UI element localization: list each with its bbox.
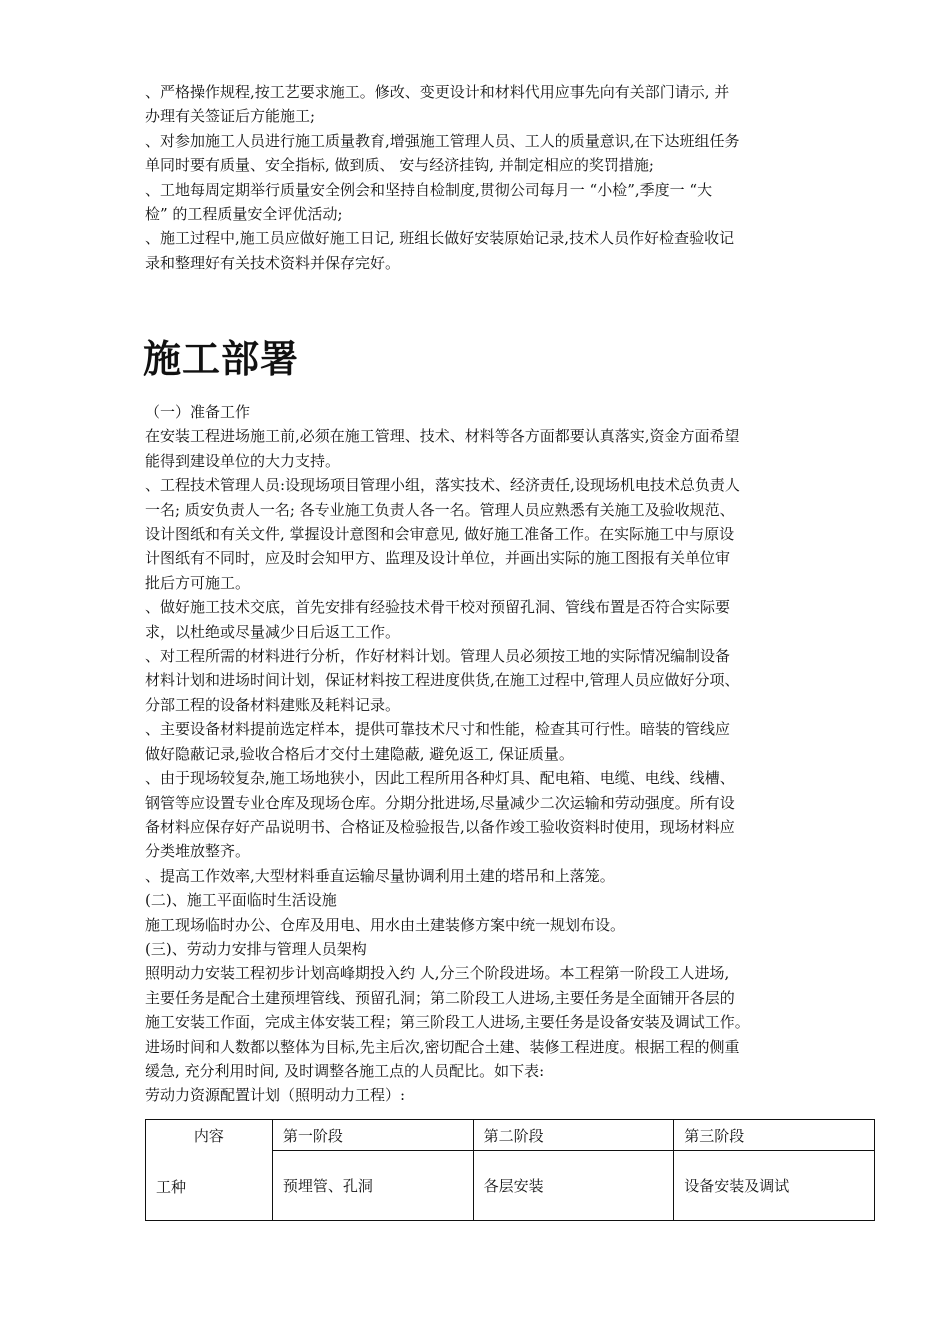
body-paragraph xyxy=(145,595,810,644)
body-line: 钢管等应设置专业仓库及现场仓库。分期分批进场,尽量减少二次运输和劳动强度。所有设 xyxy=(145,793,735,812)
body-line: 进场时间和人数都以整体为目标,先主后次,密切配合土建、装修工程进度。根据工程的侧重 xyxy=(145,1037,740,1056)
body-line: 备材料应保存好产品说明书、合格证及检验报告,以备作竣工验收资料时使用，现场材料应 xyxy=(145,817,735,836)
table-header-stage3: 第三阶段 xyxy=(674,1120,875,1151)
body-paragraph xyxy=(145,766,810,864)
top-line: 录和整理好有关技术资料并保存完好。 xyxy=(145,253,401,272)
section-title: 施工部署 xyxy=(143,336,300,381)
labor-resource-table xyxy=(145,1119,875,1221)
top-paragraph xyxy=(145,129,815,178)
body-paragraph xyxy=(145,888,810,912)
table-cell-stage3: 设备安装及调试 xyxy=(674,1151,875,1221)
body-line: 施工安装工作面，完成主体安装工程；第三阶段工人进场,主要任务是设备安装及调试工作。 xyxy=(145,1013,750,1032)
body-paragraph xyxy=(145,1083,810,1107)
table-cell-stage1: 预埋管、孔洞 xyxy=(272,1151,473,1221)
body-line: 主要任务是配合土建预埋管线、预留孔洞；第二阶段工人进场,主要任务是全面铺开各层的 xyxy=(145,988,735,1007)
body-line: 、主要设备材料提前选定样本，提供可靠技术尺寸和性能，检查其可行性。暗装的管线应 xyxy=(145,720,731,739)
top-line: 、严格操作规程,按工艺要求施工。修改、变更设计和材料代用应事先向有关部门请示, 并 xyxy=(145,83,730,101)
body-line: 一名; 质安负责人一名; 各专业施工负责人各一名。管理人员应熟悉有关施工及验收规范、 xyxy=(145,500,735,519)
body-line: (三)、劳动力安排与管理人员架构 xyxy=(145,939,367,958)
body-paragraph xyxy=(145,400,810,424)
body-line: 、由于现场较复杂,施工场地狭小，因此工程所用各种灯具、配电箱、电缆、电线、线槽、 xyxy=(145,769,735,788)
body-line: 分部工程的设备材料建账及耗料记录。 xyxy=(145,695,401,714)
body-line: 、做好施工技术交底，首先安排有经验技术骨干校对预留孔洞、管线布置是否符合实际要 xyxy=(145,598,731,617)
body-paragraph xyxy=(145,473,810,595)
table-header-stage2: 第二阶段 xyxy=(473,1120,674,1151)
body-line: 在安装工程进场施工前,必须在施工管理、技术、材料等各方面都要认真落实,资金方面希望 xyxy=(145,427,740,446)
body-line: 、工程技术管理人员:设现场项目管理小组，落实技术、经济责任,设现场机电技术总负责人 xyxy=(145,476,740,495)
body-line: 能得到建设单位的大力支持。 xyxy=(145,451,341,470)
body-paragraph xyxy=(145,424,810,473)
top-line: 、对参加施工人员进行施工质量教育,增强施工管理人员、工人的质量意识,在下达班组任务 xyxy=(145,131,740,150)
body-line: 材料计划和进场时间计划，保证材料按工程进度供货,在施工过程中,管理人员应做好分项、 xyxy=(145,671,740,690)
body-paragraph xyxy=(145,644,810,717)
body-line: 缓急, 充分利用时间, 及时调整各施工点的人员配比。如下表: xyxy=(145,1061,545,1080)
body-line: 、对工程所需的材料进行分析，作好材料计划。管理人员必须按工地的实际情况编制设备 xyxy=(145,647,731,666)
table-header-stage1: 第一阶段 xyxy=(272,1120,473,1151)
body-line: 施工现场临时办公、仓库及用电、用水由土建装修方案中统一规划布设。 xyxy=(145,915,626,934)
table-header-row xyxy=(146,1120,875,1151)
body-line: 求，以杜绝或尽量减少日后返工工作。 xyxy=(145,622,401,641)
body-line: 分类堆放整齐。 xyxy=(145,842,251,861)
top-line: 、施工过程中,施工员应做好施工日记, 班组长做好安装原始记录,技术人员作好检查验收记 xyxy=(145,229,735,248)
body-paragraph xyxy=(145,864,810,888)
top-line: 单同时要有质量、安全指标, 做到质、 安与经济挂钩, 并制定相应的奖罚措施; xyxy=(145,156,654,175)
body-text-block xyxy=(145,400,810,1108)
table-header-content: 内容 xyxy=(193,1127,224,1145)
body-line: 、提高工作效率,大型材料垂直运输尽量协调利用土建的塔吊和上落笼。 xyxy=(145,866,615,885)
body-paragraph xyxy=(145,913,810,937)
body-paragraph xyxy=(145,961,810,1083)
top-paragraph xyxy=(145,80,815,129)
body-line: 批后方可施工。 xyxy=(145,573,251,592)
top-line: 办理有关签证后方能施工; xyxy=(145,107,316,126)
top-paragraph xyxy=(145,226,815,275)
body-paragraph xyxy=(145,717,810,766)
body-paragraph xyxy=(145,937,810,961)
table-cell-content-header xyxy=(146,1120,273,1221)
body-line: (二)、施工平面临时生活设施 xyxy=(145,891,337,910)
body-line: 计图纸有不同时，应及时会知甲方、监理及设计单位，并画出实际的施工图报有关单位审 xyxy=(145,549,731,568)
top-line: 、工地每周定期举行质量安全例会和坚持自检制度,贯彻公司每月一 “小检”,季度一 “大 xyxy=(145,180,713,199)
top-text-block xyxy=(145,80,815,275)
body-line: （一）准备工作 xyxy=(145,403,251,421)
body-line: 劳动力资源配置计划（照明动力工程）: xyxy=(145,1086,406,1105)
table-cell-stage2: 各层安装 xyxy=(473,1151,674,1221)
body-line: 照明动力安装工程初步计划高峰期投入约 人,分三个阶段进场。本工程第一阶段工人进场, xyxy=(145,964,730,983)
body-line: 设计图纸和有关文件, 掌握设计意图和会审意见, 做好施工准备工作。在实际施工中与原设 xyxy=(145,525,735,544)
table-row-label: 工种 xyxy=(156,1178,187,1196)
top-paragraph xyxy=(145,178,815,227)
body-line: 做好隐蔽记录,验收合格后才交付土建隐蔽, 避免返工, 保证质量。 xyxy=(145,744,574,763)
top-line: 检” 的工程质量安全评优活动; xyxy=(145,205,343,224)
